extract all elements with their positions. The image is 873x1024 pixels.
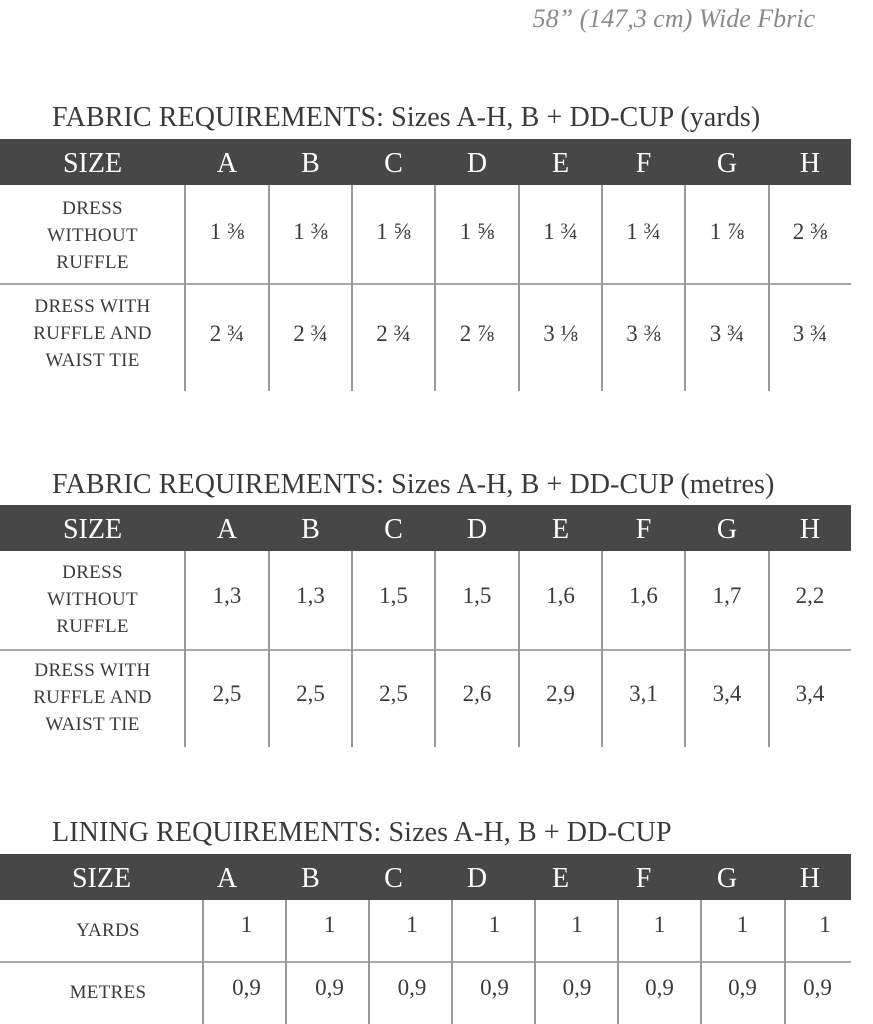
- header-size-a: A: [216, 514, 238, 545]
- fabric-metres-table: [0, 469, 851, 751]
- header-size-e: E: [551, 514, 570, 545]
- cell-value: 0,9: [645, 975, 674, 1000]
- cell-value: 2 ¾: [209, 321, 245, 346]
- cell-value: 3 ¾: [792, 321, 828, 346]
- column-divider: [202, 900, 204, 1024]
- header-size-h: H: [799, 148, 821, 179]
- row-label: DRESS WITHOUT RUFFLE: [47, 562, 138, 637]
- cell-value: 3 ⅜: [626, 321, 661, 346]
- cell-value: 1: [240, 912, 253, 937]
- row-label: DRESS WITH RUFFLE AND WAIST TIE: [33, 296, 152, 371]
- column-divider: [684, 185, 686, 391]
- column-divider: [534, 900, 536, 1024]
- table-row: [0, 185, 851, 283]
- cell-value: 1,3: [212, 583, 242, 608]
- column-divider: [784, 900, 786, 1024]
- header-size-b: B: [301, 514, 320, 545]
- header-size-h: H: [799, 514, 821, 545]
- column-divider: [768, 185, 770, 391]
- header-size-c: C: [384, 863, 403, 894]
- cell-value: 1 ⅝: [376, 219, 411, 244]
- cell-value: 2,5: [296, 681, 325, 706]
- header-size-b: B: [301, 148, 320, 179]
- table-title: FABRIC REQUIREMENTS: Sizes A-H, B + DD-CUP (metres): [52, 469, 775, 500]
- cell-value: 1,7: [712, 583, 742, 608]
- table-header: [0, 139, 851, 185]
- table-row: [0, 285, 851, 391]
- header-size-f: F: [635, 148, 652, 179]
- header-size-d: D: [466, 514, 488, 545]
- cell-value: 0,9: [232, 975, 261, 1000]
- cell-value: 2 ¾: [293, 321, 328, 346]
- cell-value: 1: [488, 912, 501, 937]
- cell-value: 0,9: [562, 975, 592, 1000]
- header-size-a: A: [216, 863, 238, 894]
- cell-value: 1,5: [379, 583, 408, 608]
- cell-value: 1: [653, 912, 666, 937]
- cell-value: 1: [406, 912, 418, 937]
- table-row: [0, 551, 851, 648]
- column-divider: [268, 185, 270, 391]
- cell-value: 2,5: [379, 681, 408, 706]
- cell-value: 2 ¾: [376, 321, 411, 346]
- cell-value: 3,4: [712, 681, 742, 706]
- cell-value: 3,1: [629, 681, 658, 706]
- cell-value: 0,9: [803, 975, 832, 1000]
- header-size-c: C: [384, 514, 403, 545]
- cell-value: 1,6: [546, 583, 575, 608]
- table-row: [0, 963, 851, 1024]
- column-divider: [268, 551, 270, 747]
- cell-value: 1: [819, 912, 831, 937]
- table-row: [0, 900, 851, 961]
- cell-value: 1 ⅞: [709, 219, 745, 244]
- column-divider: [351, 185, 353, 391]
- column-divider: [434, 551, 436, 747]
- row-label: METRES: [69, 982, 147, 1003]
- header-size-label: SIZE: [71, 863, 132, 894]
- header-size-f: F: [635, 514, 652, 545]
- fabric-width-subtitle: 58” (147,3 cm) Wide Fbric: [532, 4, 815, 33]
- table-title: FABRIC REQUIREMENTS: Sizes A-H, B + DD-CUP (yards): [52, 102, 761, 133]
- cell-value: 3 ⅛: [543, 321, 578, 346]
- header-size-b: B: [301, 863, 320, 894]
- cell-value: 2,9: [546, 681, 575, 706]
- cell-value: 1: [571, 912, 583, 937]
- column-divider: [684, 551, 686, 747]
- header-size-f: F: [635, 863, 652, 894]
- table-header: [0, 505, 851, 551]
- column-divider: [434, 185, 436, 391]
- row-label: YARDS: [76, 920, 140, 941]
- column-divider: [451, 900, 453, 1024]
- fabric-yards-table: [0, 102, 851, 394]
- cell-value: 0,9: [728, 975, 757, 1000]
- table-title: LINING REQUIREMENTS: Sizes A-H, B + DD-CUP: [52, 817, 672, 848]
- cell-value: 1: [323, 912, 336, 937]
- cell-value: 2 ⅜: [792, 219, 828, 244]
- cell-value: 0,9: [397, 975, 427, 1000]
- cell-value: 1 ⅜: [293, 219, 328, 244]
- table-row: [0, 651, 851, 747]
- table-header: [0, 854, 851, 900]
- header-size-label: SIZE: [62, 148, 123, 179]
- lining-table: [0, 817, 851, 1024]
- cell-value: 1 ⅜: [209, 219, 245, 244]
- header-size-d: D: [466, 863, 488, 894]
- column-divider: [518, 551, 520, 747]
- column-divider: [368, 900, 370, 1024]
- column-divider: [617, 900, 619, 1024]
- cell-value: 1 ¾: [543, 219, 578, 244]
- cell-value: 1,3: [296, 583, 325, 608]
- column-divider: [601, 551, 603, 747]
- column-divider: [768, 551, 770, 747]
- cell-value: 1 ¾: [626, 219, 661, 244]
- cell-value: 3 ¾: [709, 321, 745, 346]
- row-label: DRESS WITHOUT RUFFLE: [47, 198, 138, 273]
- column-divider: [601, 185, 603, 391]
- cell-value: 1: [736, 912, 749, 937]
- cell-value: 0,9: [315, 975, 344, 1000]
- cell-value: 3,4: [795, 681, 825, 706]
- header-size-d: D: [466, 148, 488, 179]
- cell-value: 1,5: [462, 583, 492, 608]
- cell-value: 2,5: [212, 681, 242, 706]
- cell-value: 0,9: [480, 975, 509, 1000]
- column-divider: [351, 551, 353, 747]
- header-size-e: E: [551, 148, 570, 179]
- cell-value: 2,2: [795, 583, 825, 608]
- cell-value: 1,6: [629, 583, 658, 608]
- column-divider: [184, 185, 186, 391]
- column-divider: [285, 900, 287, 1024]
- column-divider: [184, 551, 186, 747]
- row-label: DRESS WITH RUFFLE AND WAIST TIE: [33, 660, 152, 735]
- cell-value: 1 ⅝: [459, 219, 495, 244]
- header-size-c: C: [384, 148, 403, 179]
- column-divider: [700, 900, 702, 1024]
- header-size-g: G: [716, 514, 738, 545]
- header-size-a: A: [216, 148, 238, 179]
- header-size-h: H: [799, 863, 821, 894]
- cell-value: 2,6: [462, 681, 492, 706]
- header-size-g: G: [716, 148, 738, 179]
- header-size-e: E: [551, 863, 570, 894]
- header-size-g: G: [716, 863, 738, 894]
- header-size-label: SIZE: [62, 514, 123, 545]
- cell-value: 2 ⅞: [459, 321, 495, 346]
- column-divider: [518, 185, 520, 391]
